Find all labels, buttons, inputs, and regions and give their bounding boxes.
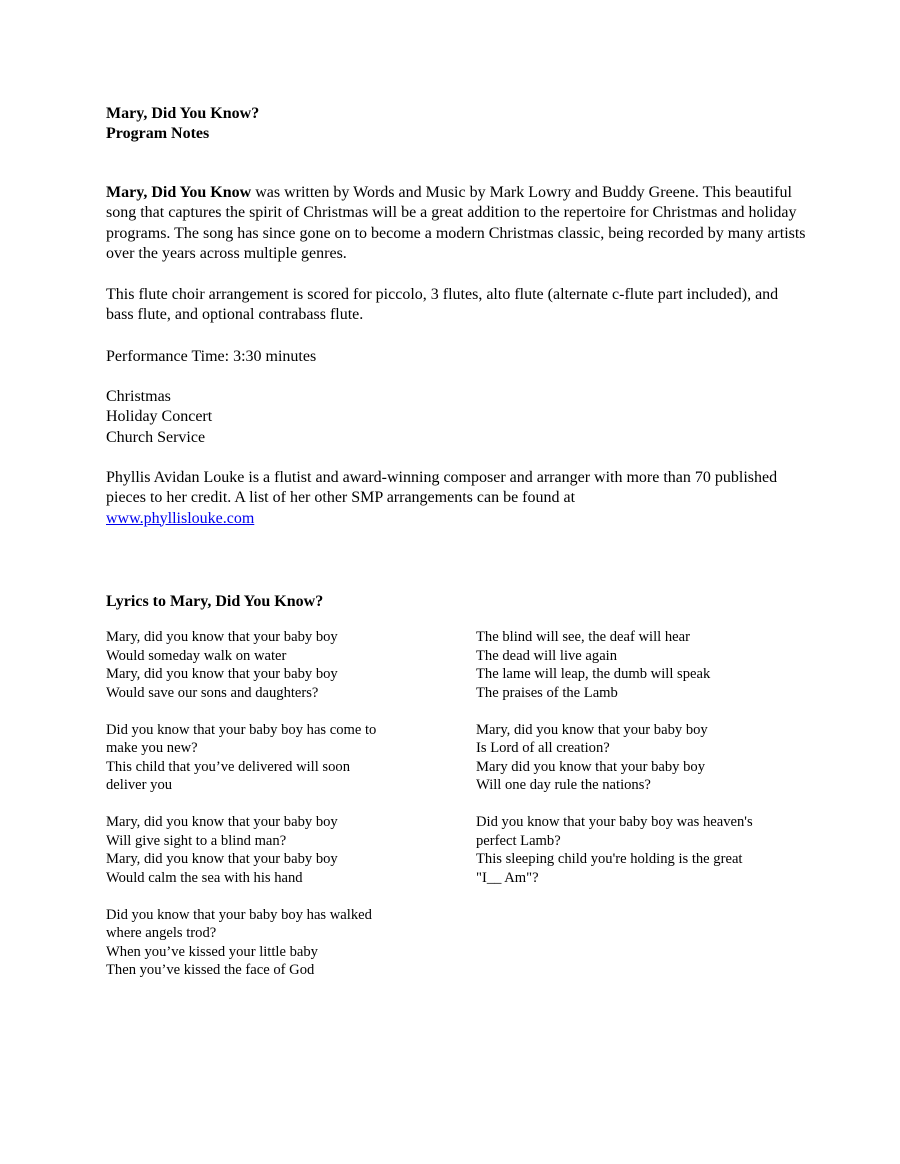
lyric-line: Will give sight to a blind man? (106, 832, 287, 849)
lyric-line: Mary, did you know that your baby boy (106, 629, 338, 645)
website-link[interactable]: www.phyllislouke.com (106, 509, 255, 527)
lyric-line: Did you know that your baby boy has come to (106, 721, 377, 738)
lyric-line: Then you’ve kissed the face of God (106, 962, 315, 978)
lyric-line: Did you know that your baby boy has walked (106, 906, 372, 923)
lyric-line: Mary, did you know that your baby boy (106, 814, 338, 830)
lyric-line: make you new? (106, 740, 198, 756)
lyric-line: Would someday walk on water (106, 647, 287, 664)
occasion-item: Church Service (106, 428, 206, 446)
intro-text: was written by Words and Music by Mark Lowry and Buddy Greene. This beautiful song that captures the spirit of Christmas will be a great addition to the repertoire for Christmas and holiday programs. The song has since gone on to become a modern Christmas classic, being recorded by many artists over the years across multiple genres. (106, 184, 806, 262)
intro-paragraph (106, 183, 806, 264)
lyrics-stanza (476, 628, 806, 702)
lyric-line: Mary, did you know that your baby boy (476, 721, 708, 738)
lyric-line: Is Lord of all creation? (476, 740, 610, 756)
lyric-line: This child that you’ve delivered will soon (106, 758, 350, 775)
bio-paragraph (106, 468, 806, 529)
lyrics-stanza (106, 813, 426, 887)
lyrics-stanza (476, 721, 806, 795)
lyric-line: The lame will leap, the dumb will speak (476, 666, 711, 682)
lyric-line: The blind will see, the deaf will hear (476, 629, 690, 645)
occasion-item: Christmas (106, 388, 171, 406)
document-subtitle: Program Notes (106, 125, 210, 142)
lyrics-column-right (476, 628, 806, 906)
lyric-line: When you’ve kissed your little baby (106, 943, 318, 960)
lyric-line: Mary, did you know that your baby boy (106, 666, 338, 682)
lyrics-column-left (106, 628, 426, 998)
lyric-line: perfect Lamb? (476, 832, 561, 849)
lyric-line: deliver you (106, 777, 173, 793)
lyric-line: Would save our sons and daughters? (106, 684, 319, 701)
lyric-line: Would calm the sea with his hand (106, 869, 303, 886)
program-notes (106, 104, 806, 529)
intro-song-title: Mary, Did You Know (106, 184, 252, 201)
document-title: Mary, Did You Know? (106, 105, 260, 122)
arrangement-paragraph: This flute choir arrangement is scored for piccolo, 3 flutes, alto flute (alternate c-flute part included), and bass flute, and optional contrabass flute. (106, 286, 779, 324)
lyric-line: "I__ Am"? (476, 869, 539, 886)
lyrics-stanza (106, 906, 426, 980)
occasion-item: Holiday Concert (106, 408, 213, 426)
lyric-line: Will one day rule the nations? (476, 777, 651, 793)
lyric-line: The dead will live again (476, 647, 618, 664)
lyric-line: Mary did you know that your baby boy (476, 758, 706, 775)
lyric-line: The praises of the Lamb (476, 684, 618, 701)
lyric-line: where angels trod? (106, 925, 217, 941)
bio-text: Phyllis Avidan Louke is a flutist and award-winning composer and arranger with more than 70 published pieces to her credit. A list of her other SMP arrangements can be found at (106, 468, 778, 507)
lyric-line: Did you know that your baby boy was heaven's (476, 814, 753, 830)
lyrics-stanza (476, 813, 806, 887)
lyrics-stanza (106, 628, 426, 702)
occasions-list (106, 387, 806, 448)
lyrics-heading: Lyrics to Mary, Did You Know? (106, 593, 324, 610)
lyric-line: Mary, did you know that your baby boy (106, 851, 338, 867)
lyric-line: This sleeping child you're holding is the great (476, 851, 743, 867)
lyrics-stanza (106, 721, 426, 795)
performance-time: Performance Time: 3:30 minutes (106, 347, 317, 365)
